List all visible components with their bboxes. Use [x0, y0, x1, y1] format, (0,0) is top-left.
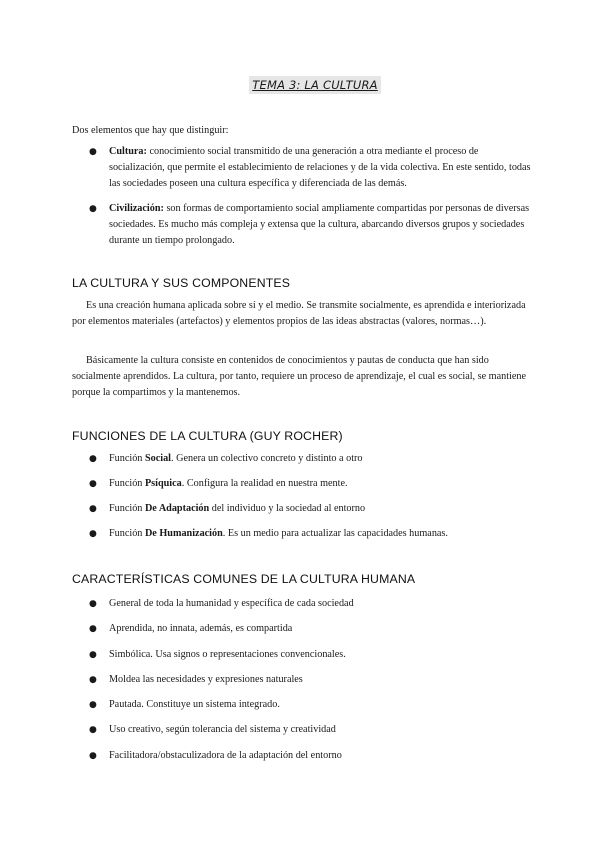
section-heading-funciones: FUNCIONES DE LA CULTURA (GUY ROCHER): [72, 429, 343, 443]
bullet-icon: ●: [89, 204, 97, 214]
funcion-description: del individuo y la sociedad al entorno: [209, 503, 366, 514]
list-item-funcion-humanizacion: [72, 526, 532, 551]
list-item: [72, 697, 532, 722]
caracteristica-text: Pautada. Constituye un sistema integrado.: [109, 699, 280, 711]
list-item: [72, 596, 532, 621]
funcion-description: . Genera un colectivo concreto y distinto a otro: [171, 453, 363, 464]
funciones-list: [72, 451, 532, 551]
list-item: [72, 621, 532, 646]
funcion-description: . Configura la realidad en nuestra mente.: [181, 478, 348, 489]
bullet-icon: ●: [89, 700, 97, 711]
definition-item-cultura: [72, 144, 532, 201]
definition-term: Civilización:: [109, 203, 164, 214]
bullet-icon: ●: [89, 624, 97, 635]
paragraph-componentes-2: Básicamente la cultura consiste en contenidos de conocimientos y pautas de conducta que han sido socialmente aprendidos. La cultura, por tanto, requiere un proceso de aprendizaje, el cual es social, se mantiene porque la compartimos y la mantenemos.: [72, 355, 527, 398]
definition-text: conocimiento social transmitido de una generación a otra mediante el proceso de socialización, que permite el establecimiento de relaciones y de la vida colectiva. En este sentido, todas las sociedades poseen una cultura específica y diferenciada de las demás.: [109, 146, 531, 189]
funcion-prefix: Función: [109, 528, 145, 539]
list-item-funcion-adaptacion: [72, 501, 532, 526]
bullet-icon: ●: [89, 725, 97, 736]
bullet-icon: ●: [89, 504, 97, 514]
title-container: [0, 76, 600, 94]
list-item-funcion-social: [72, 451, 532, 476]
bullet-icon: ●: [89, 147, 97, 157]
list-item: [72, 748, 532, 773]
funcion-name: De Adaptación: [144, 503, 210, 514]
funcion-prefix: Función: [109, 453, 145, 464]
list-item: [72, 722, 532, 747]
intro-text: Dos elementos que hay que distinguir:: [72, 125, 229, 136]
funcion-description: . Es un medio para actualizar las capacidades humanas.: [222, 528, 448, 539]
definition-item-civilizacion: [72, 201, 532, 249]
paragraph-componentes-1: Es una creación humana aplicada sobre sí y el medio. Se transmite socialmente, es aprendida e interiorizada por elementos materiales (artefactos) y elementos propios de las ideas abstractas (valores, normas…).: [72, 300, 526, 327]
caracteristicas-list: [72, 596, 532, 773]
bullet-icon: ●: [89, 454, 97, 464]
caracteristica-text: Uso creativo, según tolerancia del sistema y creatividad: [109, 724, 336, 736]
page-title: TEMA 3: LA CULTURA: [249, 76, 380, 94]
funcion-prefix: Función: [109, 478, 145, 489]
definition-term: Cultura:: [109, 146, 147, 157]
list-item: [72, 672, 532, 697]
bullet-icon: ●: [89, 674, 97, 685]
caracteristica-text: Moldea las necesidades y expresiones naturales: [109, 673, 303, 685]
definitions-list: [72, 144, 532, 249]
definition-text: son formas de comportamiento social ampliamente compartidas por personas de diversas sociedades. Es mucho más compleja y extensa que la cultura, abarcando diversos grupos y sociedades durante un tiempo prolongado.: [109, 203, 530, 246]
caracteristica-text: Aprendida, no innata, además, es compartida: [109, 623, 293, 635]
list-item: [72, 647, 532, 672]
funcion-name: Psíquica: [144, 478, 182, 489]
caracteristica-text: General de toda la humanidad y específica de cada sociedad: [109, 598, 354, 609]
bullet-icon: ●: [89, 750, 97, 761]
funcion-prefix: Función: [109, 503, 145, 514]
bullet-icon: ●: [89, 529, 97, 539]
funcion-name: De Humanización: [144, 528, 223, 539]
funcion-name: Social: [144, 453, 171, 464]
bullet-icon: ●: [89, 649, 97, 660]
caracteristica-text: Facilitadora/obstaculizadora de la adaptación del entorno: [109, 749, 342, 761]
section-heading-componentes: LA CULTURA Y SUS COMPONENTES: [72, 276, 291, 290]
bullet-icon: ●: [89, 479, 97, 489]
list-item-funcion-psiquica: [72, 476, 532, 501]
section-heading-caracteristicas: CARACTERÍSTICAS COMUNES DE LA CULTURA HUMANA: [72, 572, 416, 586]
bullet-icon: ●: [89, 599, 97, 609]
caracteristica-text: Simbólica. Usa signos o representaciones convencionales.: [109, 648, 346, 660]
